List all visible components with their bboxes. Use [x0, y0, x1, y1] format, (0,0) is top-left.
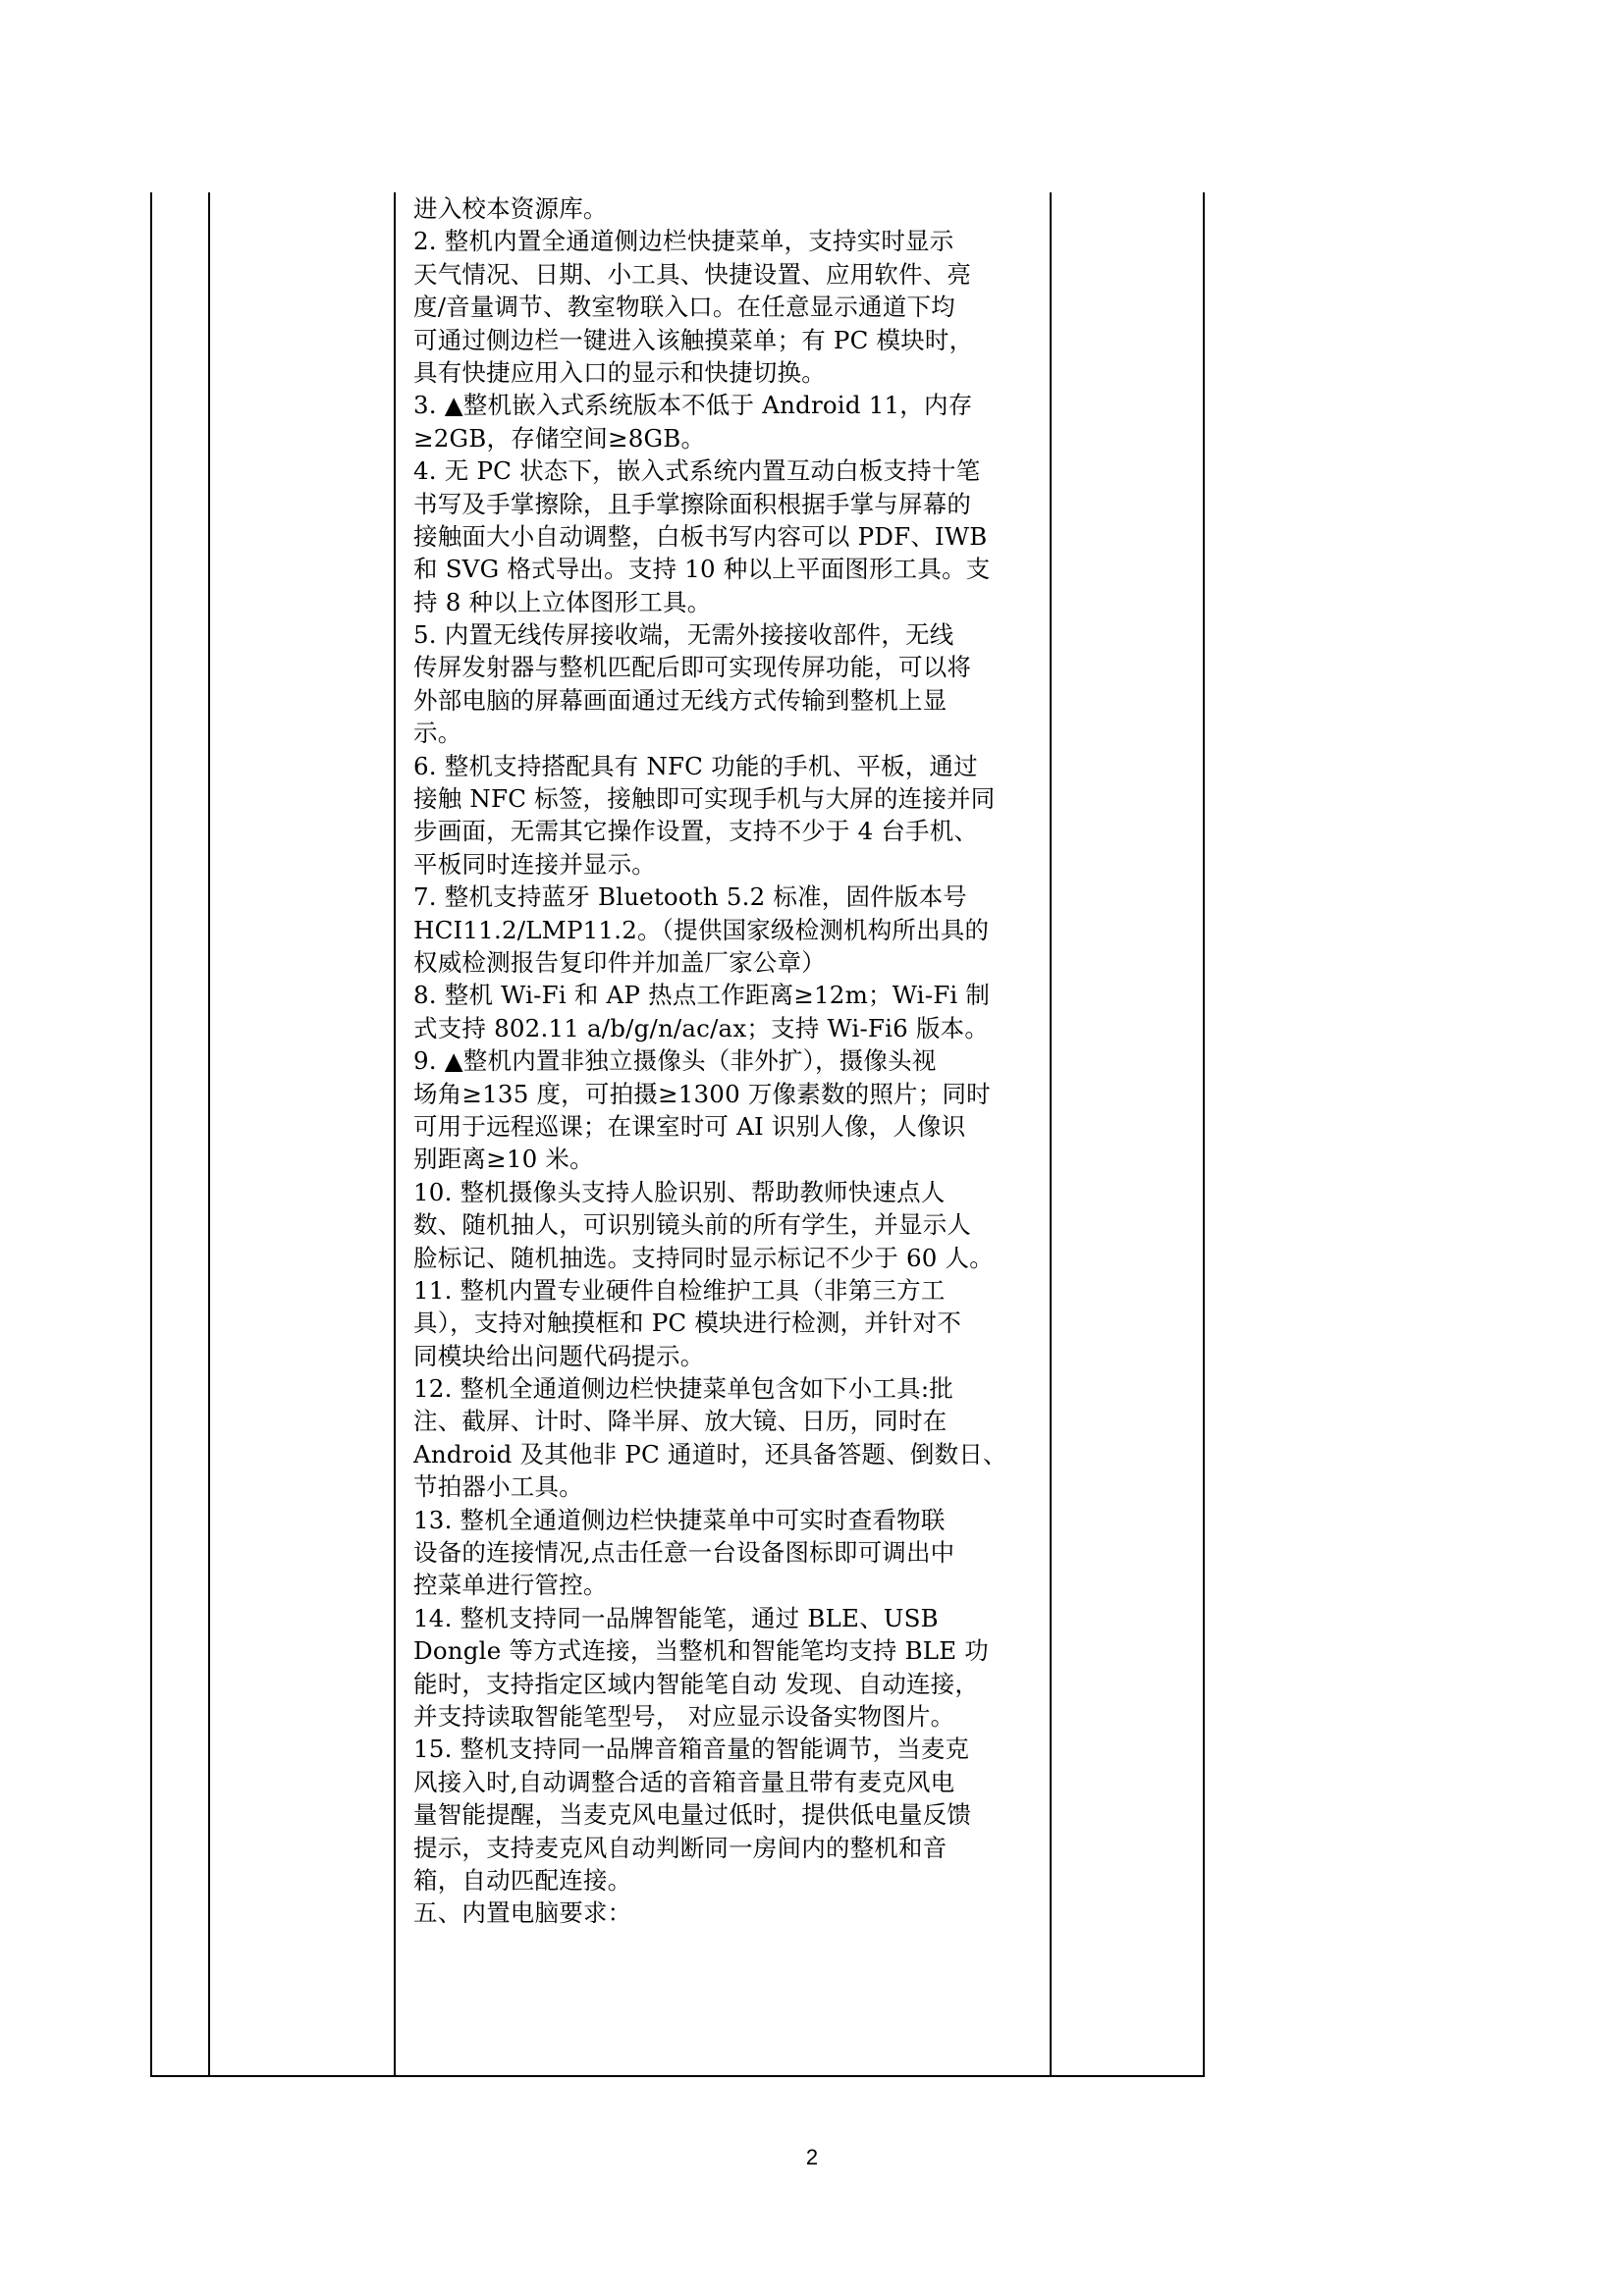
text-line: 接触面大小自动调整，白板书写内容可以 PDF、IWB: [413, 521, 988, 551]
text-line: 6. 整机支持搭配具有 NFC 功能的手机、平板，通过: [413, 751, 978, 780]
text-line: 书写及手掌擦除，且手掌擦除面积根据手掌与屏幕的: [413, 489, 972, 518]
text-line: 场角≥135 度，可拍摄≥1300 万像素数的照片；同时: [413, 1079, 991, 1108]
text-line: 可用于远程巡课；在课室时可 AI 识别人像，人像识: [413, 1111, 966, 1141]
column-divider-2: [394, 192, 396, 2075]
text-line: 持 8 种以上立体图形工具。: [413, 587, 712, 616]
text-line: 权威检测报告复印件并加盖厂家公章）: [413, 947, 826, 977]
text-line: 并支持读取智能笔型号， 对应显示设备实物图片。: [413, 1701, 955, 1731]
text-line: 天气情况、日期、小工具、快捷设置、应用软件、亮: [413, 259, 972, 289]
spec-table: [150, 192, 1205, 2077]
text-line: 五、内置电脑要求：: [413, 1898, 632, 1928]
text-line: 15. 整机支持同一品牌音箱音量的智能调节，当麦克: [413, 1735, 970, 1764]
text-line: 数、随机抽人，可识别镜头前的所有学生，并显示人: [413, 1210, 972, 1240]
text-line: 量智能提醒，当麦克风电量过低时，提供低电量反馈: [413, 1800, 972, 1830]
text-line: 节拍器小工具。: [413, 1472, 583, 1502]
text-line: 式支持 802.11 a/b/g/n/ac/ax；支持 Wi-Fi6 版本。: [413, 1013, 990, 1042]
text-line: 4. 无 PC 状态下，嵌入式系统内置互动白板支持十笔: [413, 456, 981, 486]
text-line: 具），支持对触摸框和 PC 模块进行检测，并针对不: [413, 1308, 962, 1338]
text-line: 8. 整机 Wi-Fi 和 AP 热点工作距离≥12m；Wi-Fi 制: [413, 981, 991, 1010]
text-line: 11. 整机内置专业硬件自检维护工具（非第三方工: [413, 1275, 946, 1305]
text-line: 步画面，无需其它操作设置，支持不少于 4 台手机、: [413, 817, 979, 846]
text-line: 2. 整机内置全通道侧边栏快捷菜单，支持实时显示: [413, 227, 954, 256]
text-line: 进入校本资源库。: [413, 194, 608, 223]
requirements-cell: [413, 192, 1046, 1930]
text-line: 风接入时,自动调整合适的音箱音量且带有麦克风电: [413, 1767, 955, 1796]
text-line: 外部电脑的屏幕画面通过无线方式传输到整机上显: [413, 685, 947, 715]
text-line: Dongle 等方式连接，当整机和智能笔均支持 BLE 功: [413, 1636, 990, 1666]
text-line: 注、截屏、计时、降半屏、放大镜、日历，同时在: [413, 1407, 947, 1436]
text-line: ≥2GB，存储空间≥8GB。: [413, 423, 706, 453]
text-line: 示。: [413, 719, 462, 748]
text-line: HCI11.2/LMP11.2。（提供国家级检测机构所出具的: [413, 915, 990, 944]
text-line: 接触 NFC 标签，接触即可实现手机与大屏的连接并同: [413, 784, 996, 814]
text-line: 提示，支持麦克风自动判断同一房间内的整机和音: [413, 1833, 947, 1862]
column-divider-3: [1050, 192, 1052, 2075]
text-line: 脸标记、随机抽选。支持同时显示标记不少于 60 人。: [413, 1243, 994, 1272]
text-line: Android 及其他非 PC 通道时，还具备答题、倒数日、: [413, 1439, 1007, 1468]
text-line: 7. 整机支持蓝牙 Bluetooth 5.2 标准，固件版本号: [413, 882, 967, 912]
text-line: 传屏发射器与整机匹配后即可实现传屏功能，可以将: [413, 653, 972, 682]
text-line: 别距离≥10 米。: [413, 1145, 594, 1174]
text-line: 可通过侧边栏一键进入该触摸菜单；有 PC 模块时，: [413, 325, 974, 354]
text-line: 3. ▲整机嵌入式系统版本不低于 Android 11，内存: [413, 391, 973, 420]
text-line: 和 SVG 格式导出。支持 10 种以上平面图形工具。支: [413, 555, 991, 584]
column-divider-1: [208, 192, 210, 2075]
text-line: 箱，自动匹配连接。: [413, 1865, 632, 1895]
text-line: 控菜单进行管控。: [413, 1571, 608, 1600]
text-line: 度/音量调节、教室物联入口。在任意显示通道下均: [413, 293, 955, 322]
text-line: 9. ▲整机内置非独立摄像头（非外扩），摄像头视: [413, 1046, 937, 1076]
text-line: 能时，支持指定区域内智能笔自动 发现、自动连接，: [413, 1669, 980, 1698]
text-line: 14. 整机支持同一品牌智能笔，通过 BLE、USB: [413, 1603, 939, 1632]
text-line: 10. 整机摄像头支持人脸识别、帮助教师快速点人: [413, 1177, 946, 1206]
text-line: 5. 内置无线传屏接收端，无需外接接收部件，无线: [413, 620, 954, 650]
text-line: 12. 整机全通道侧边栏快捷菜单包含如下小工具:批: [413, 1374, 954, 1404]
text-line: 同模块给出问题代码提示。: [413, 1341, 705, 1370]
text-line: 平板同时连接并显示。: [413, 849, 656, 879]
text-line: 设备的连接情况,点击任意一台设备图标即可调出中: [413, 1538, 955, 1568]
text-line: 具有快捷应用入口的显示和快捷切换。: [413, 357, 826, 387]
page-number: 2: [805, 2145, 819, 2169]
text-line: 13. 整机全通道侧边栏快捷菜单中可实时查看物联: [413, 1505, 946, 1534]
